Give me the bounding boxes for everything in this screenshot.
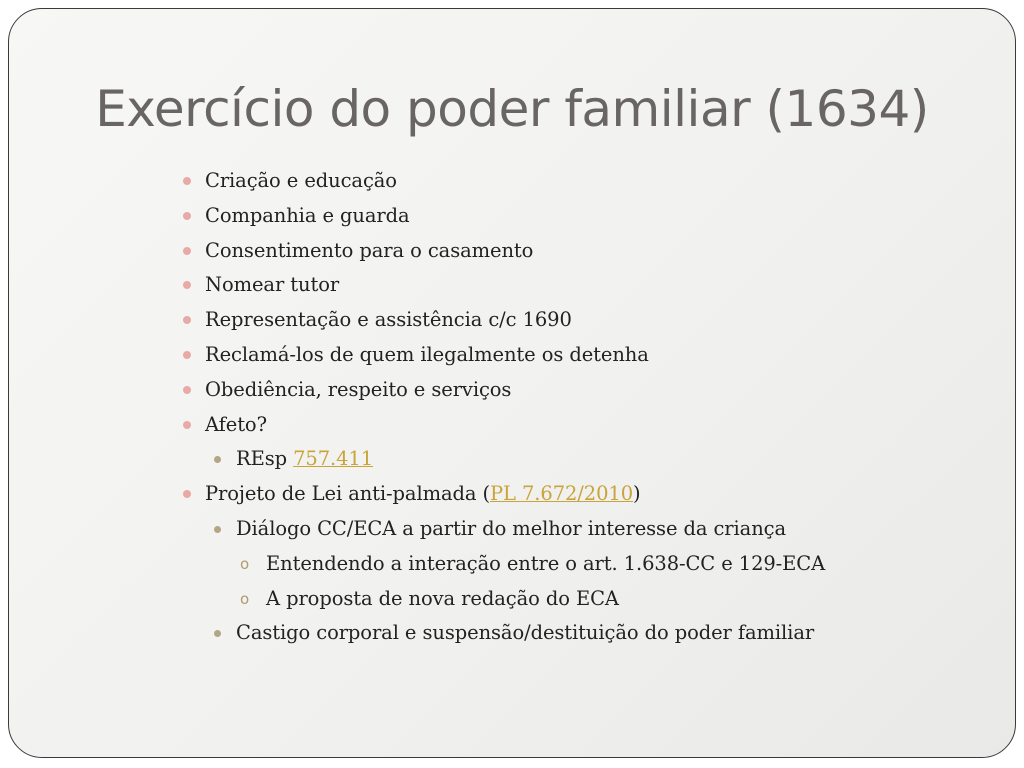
list-item <box>180 236 940 271</box>
bullet-dot-icon <box>183 247 191 255</box>
list-item-text: Reclamá-los de quem ilegalmente os detenha <box>205 342 649 366</box>
list-item-text: Representação e assistência c/c 1690 <box>205 308 572 332</box>
list-item-text: Entendendo a interação entre o art. 1.638-CC e 129-ECA <box>266 551 826 575</box>
list-item-sub <box>180 618 940 653</box>
list-item-text: Consentimento para o casamento <box>205 238 534 262</box>
list-item <box>180 270 940 305</box>
list-item-text: Afeto? <box>205 412 267 436</box>
list-item-sub <box>180 444 940 479</box>
list-item-text: Nomear tutor <box>205 273 340 297</box>
bullet-list <box>180 166 940 653</box>
list-item <box>180 201 940 236</box>
list-item-text: A proposta de nova redação do ECA <box>266 586 619 610</box>
list-item <box>180 479 940 514</box>
list-item-text: Companhia e guarda <box>205 203 410 227</box>
list-item-text: Castigo corporal e suspensão/destituição do poder familiar <box>236 621 815 645</box>
list-item-text: Obediência, respeito e serviços <box>205 377 512 401</box>
bullet-dot-icon <box>183 316 191 324</box>
list-item <box>180 340 940 375</box>
list-item <box>180 410 940 445</box>
bullet-dot-icon <box>183 281 191 289</box>
list-item <box>180 375 940 410</box>
slide-title: Exercício do poder familiar (1634) <box>95 80 929 138</box>
list-item-text: REsp <box>236 447 294 471</box>
list-item-subsub <box>180 549 940 584</box>
bullet-circle-icon: o <box>240 554 250 573</box>
pl-link[interactable]: PL 7.672/2010 <box>490 482 634 506</box>
bullet-dot-icon <box>183 212 191 220</box>
bullet-dot-icon <box>214 526 221 533</box>
bullet-dot-icon <box>214 456 221 463</box>
bullet-dot-icon <box>214 630 221 637</box>
list-item <box>180 305 940 340</box>
list-item-text: Criação e educação <box>205 169 397 192</box>
list-item <box>180 166 940 201</box>
list-item-subsub <box>180 584 940 619</box>
resp-link[interactable]: 757.411 <box>293 447 374 471</box>
list-item-text: Projeto de Lei anti-palmada ( <box>205 482 491 506</box>
bullet-dot-icon <box>183 351 191 359</box>
bullet-dot-icon <box>183 177 191 185</box>
list-item-suffix: ) <box>633 482 641 506</box>
bullet-circle-icon: o <box>240 589 250 608</box>
bullet-dot-icon <box>183 421 191 429</box>
list-item-text: Diálogo CC/ECA a partir do melhor interesse da criança <box>236 516 786 540</box>
bullet-dot-icon <box>183 386 191 394</box>
list-item-sub <box>180 514 940 549</box>
bullet-dot-icon <box>183 490 191 498</box>
